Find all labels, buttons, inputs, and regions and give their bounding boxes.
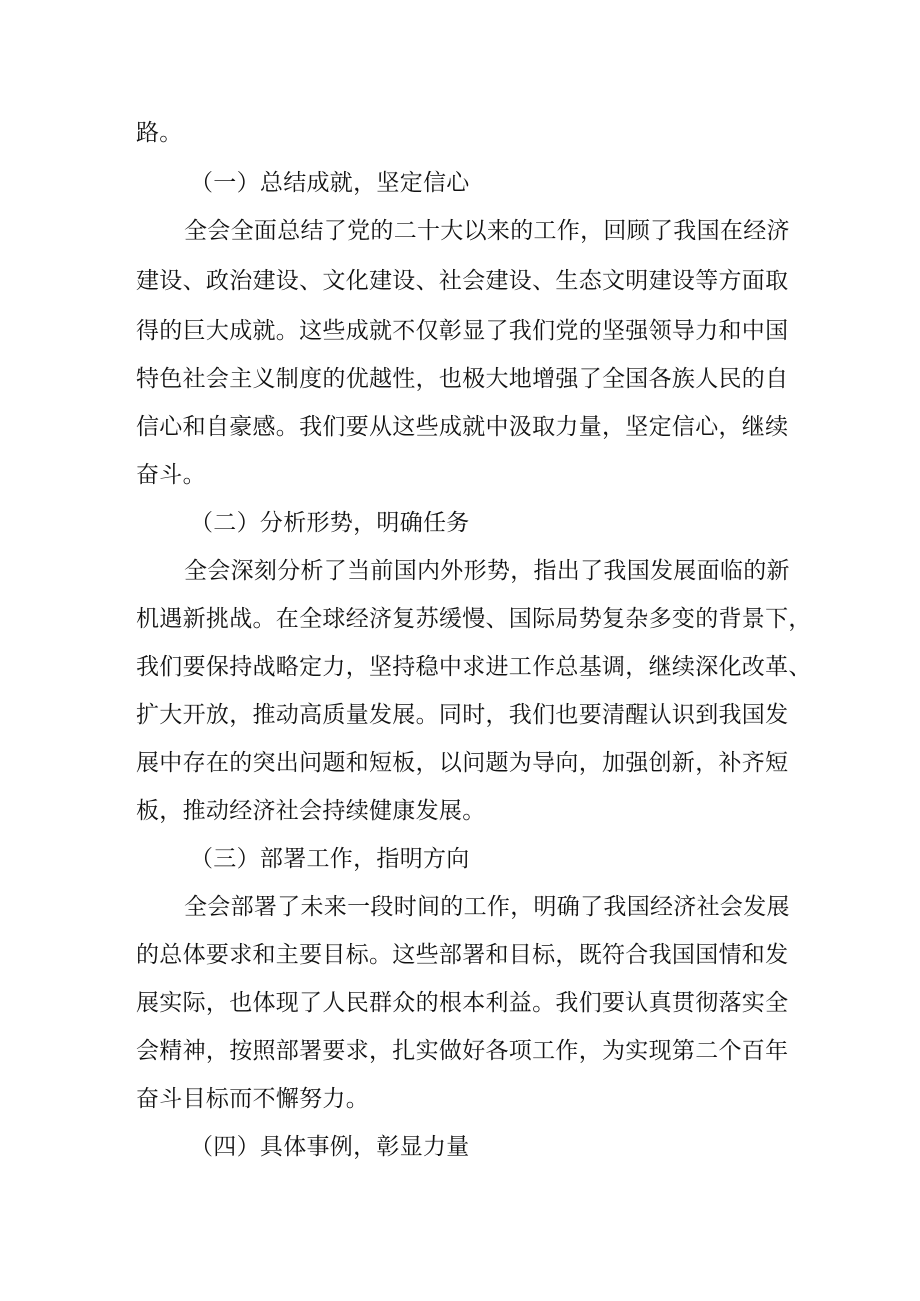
paragraph-line: 机遇新挑战。在全球经济复苏缓慢、国际局势复杂多变的背景下， — [136, 606, 812, 632]
paragraph-line: 路。 — [136, 120, 183, 146]
paragraph-line: 扩大开放，推动高质量发展。同时，我们也要清醒认识到我国发 — [136, 702, 789, 728]
section-heading-4: （四）具体事例，彰显力量 — [190, 1134, 470, 1160]
paragraph-line: 信心和自豪感。我们要从这些成就中汲取力量，坚定信心，继续 — [136, 414, 789, 440]
paragraph-line: 得的巨大成就。这些成就不仅彰显了我们党的坚强领导力和中国 — [136, 318, 789, 344]
section-heading-3: （三）部署工作，指明方向 — [190, 846, 470, 872]
paragraph-line: 建设、政治建设、文化建设、社会建设、生态文明建设等方面取 — [136, 268, 789, 294]
paragraph-line: 奋斗目标而不懈努力。 — [136, 1086, 369, 1112]
paragraph-line: 全会部署了未来一段时间的工作，明确了我国经济社会发展 — [184, 894, 790, 920]
paragraph-line: 展实际，也体现了人民群众的根本利益。我们要认真贯彻落实全 — [136, 990, 789, 1016]
paragraph-line: 全会全面总结了党的二十大以来的工作，回顾了我国在经济 — [184, 218, 790, 244]
paragraph-line: 全会深刻分析了当前国内外形势，指出了我国发展面临的新 — [184, 558, 790, 584]
paragraph-line: 的总体要求和主要目标。这些部署和目标，既符合我国国情和发 — [136, 942, 789, 968]
paragraph-line: 展中存在的突出问题和短板，以问题为导向，加强创新，补齐短 — [136, 750, 789, 776]
section-heading-2: （二）分析形势，明确任务 — [190, 510, 470, 536]
paragraph-line: 奋斗。 — [136, 462, 206, 488]
paragraph-line: 我们要保持战略定力，坚持稳中求进工作总基调，继续深化改革、 — [136, 654, 812, 680]
paragraph-line: 会精神，按照部署要求，扎实做好各项工作，为实现第二个百年 — [136, 1038, 789, 1064]
paragraph-line: 特色社会主义制度的优越性，也极大地增强了全国各族人民的自 — [136, 366, 789, 392]
paragraph-line: 板，推动经济社会持续健康发展。 — [136, 798, 486, 824]
section-heading-1: （一）总结成就，坚定信心 — [190, 170, 470, 196]
